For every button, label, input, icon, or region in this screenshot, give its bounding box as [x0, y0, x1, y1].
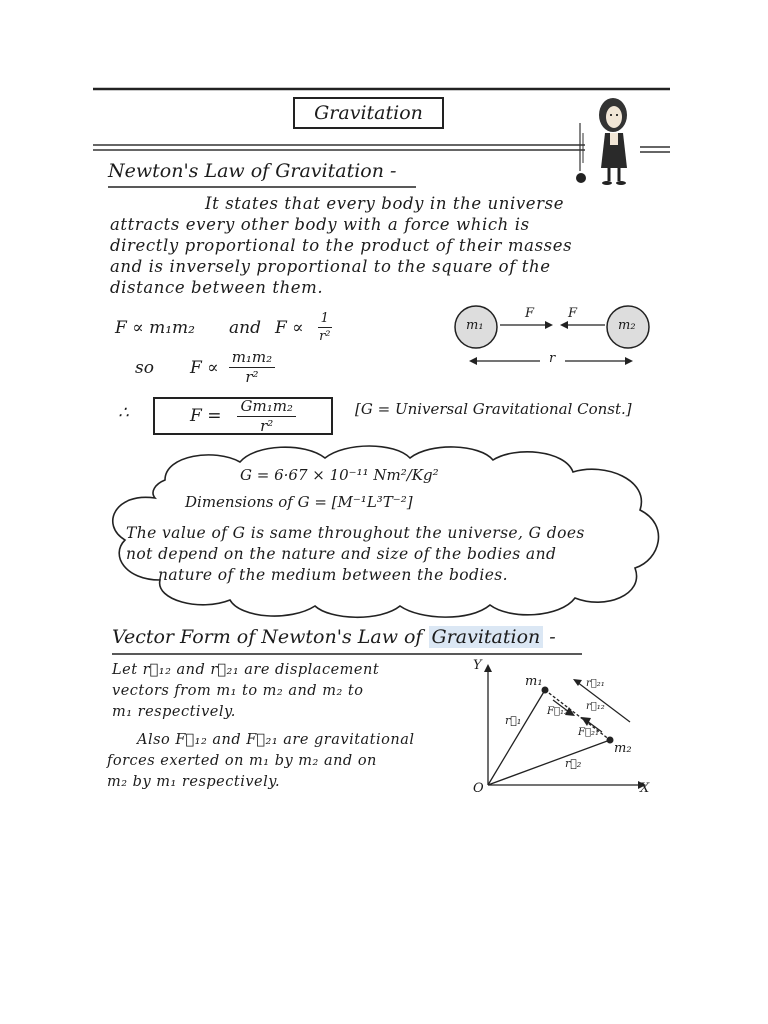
- cloud-line: nature of the medium between the bodies.: [158, 566, 508, 584]
- g-dimensions: Dimensions of G = [M⁻¹L³T⁻²]: [185, 493, 413, 511]
- inverse-square-fraction: $\frac{1}{\text{r²}}$: [319, 311, 331, 344]
- cloud-line: The value of G is same throughout the universe, G does: [126, 524, 585, 542]
- vector-line: vectors from m₁ to m₂ and m₂ to: [112, 683, 364, 699]
- x-axis-label: X: [640, 781, 650, 796]
- vector-line: Let r⃗₁₂ and r⃗₂₁ are displacement: [112, 662, 380, 678]
- highlighted-word: Gravitation: [429, 626, 544, 648]
- mass-1-label: m₁: [466, 318, 484, 333]
- m1-point: [542, 687, 549, 694]
- force-line: m₂ by m₁ respectively.: [107, 774, 281, 790]
- vector-line: m₁ respectively.: [112, 704, 236, 720]
- y-axis-label: Y: [473, 658, 482, 673]
- vector-definition: [112, 660, 452, 723]
- r2-label: r⃗₂: [565, 757, 582, 770]
- F21-label: F⃗₂₁: [578, 727, 599, 738]
- proportional-formula: F ∝ m₁m₂ and F ∝ $\frac{1}{\text{r²}}$: [115, 311, 331, 344]
- g-constant-note: [G = Universal Gravitational Const.]: [355, 400, 632, 418]
- force-label-right: F: [568, 306, 578, 321]
- heading-underline: [112, 651, 592, 657]
- vector-diagram: [465, 660, 665, 800]
- m1-label: m₁: [525, 674, 543, 689]
- heading-underline: [108, 184, 428, 190]
- r1-vector: [488, 690, 545, 785]
- section-heading-newton-law: Newton's Law of Gravitation -: [108, 160, 397, 182]
- g-value: G = 6·67 × 10⁻¹¹ Nm²/Kg²: [240, 466, 439, 484]
- F12-label: F⃗₁₂: [547, 706, 568, 717]
- newton-illustration: [565, 93, 645, 193]
- statement-line: attracts every other body with a force which is: [110, 215, 530, 234]
- mass-distance-fraction: $\frac{\text{m₁m₂}}{\text{r²}}$: [229, 350, 275, 385]
- r21-label: r⃗₂₁: [586, 678, 605, 689]
- top-rule: [0, 0, 768, 160]
- page-title: Gravitation: [293, 97, 444, 129]
- cloud-line: not depend on the nature and size of the bodies and: [126, 545, 557, 563]
- gravitation-formula-box: F = $\frac{\text{Gm₁m₂}}{\text{r²}}$: [153, 397, 333, 435]
- force-line: Also F⃗₁₂ and F⃗₂₁ are gravitational: [137, 732, 415, 748]
- force-definition: [107, 730, 452, 793]
- force-label-left: F: [525, 306, 535, 321]
- section-heading-vector-form: Vector Form of Newton's Law of Gravitation -: [112, 626, 556, 648]
- statement-line: It states that every body in the universe: [205, 194, 565, 213]
- origin-label: O: [473, 781, 484, 796]
- therefore-symbol: ∴: [118, 403, 129, 423]
- r12-label: r⃗₁₂: [586, 701, 605, 712]
- mass-2-label: m₂: [618, 318, 636, 333]
- statement-line: distance between them.: [110, 278, 324, 297]
- distance-label: r: [549, 351, 556, 366]
- formula-fraction: $\frac{\text{Gm₁m₂}}{\text{r²}}$: [237, 399, 295, 434]
- g-note-text: [126, 523, 636, 586]
- combined-proportion: so F ∝ $\frac{\text{m₁m₂}}{\text{r²}}$: [135, 350, 275, 385]
- r1-label: r⃗₁: [505, 714, 522, 727]
- force-line: forces exerted on m₁ by m₂ and on: [107, 753, 377, 769]
- statement-line: directly proportional to the product of their masses: [110, 236, 573, 255]
- m2-point: [607, 737, 614, 744]
- r2-vector: [488, 740, 610, 785]
- law-statement: [110, 193, 650, 298]
- statement-line: and is inversely proportional to the square of the: [110, 257, 551, 276]
- two-mass-diagram: [445, 300, 660, 380]
- m2-label: m₂: [614, 741, 632, 756]
